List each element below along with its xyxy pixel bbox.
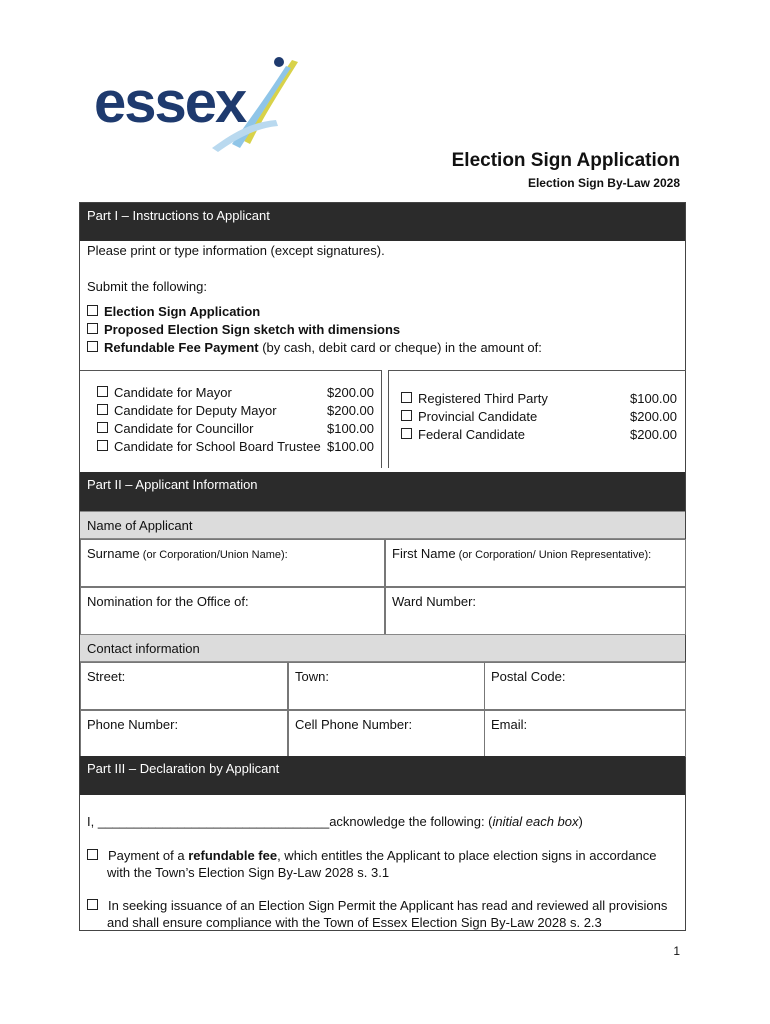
fee-councillor[interactable] bbox=[97, 421, 253, 436]
fee-amount: $200.00 bbox=[327, 385, 374, 400]
fee-deputy-mayor[interactable] bbox=[97, 403, 277, 418]
fee-amount: $100.00 bbox=[327, 439, 374, 454]
item-rest: (by cash, debit card or cheque) in the amount of: bbox=[258, 340, 542, 355]
fee-amount: $200.00 bbox=[630, 427, 677, 442]
fee-third-party[interactable] bbox=[401, 391, 548, 406]
checkbox[interactable] bbox=[401, 392, 412, 403]
ward-field[interactable] bbox=[385, 587, 686, 635]
part1-heading: Part I – Instructions to Applicant bbox=[87, 208, 270, 223]
nomination-field[interactable] bbox=[80, 587, 385, 635]
page-title: Election Sign Application bbox=[451, 150, 680, 171]
decl1-a: Payment of a bbox=[108, 848, 189, 863]
item-bold: Proposed Election Sign sketch with dimensions bbox=[104, 322, 401, 337]
part2-heading: Part II – Applicant Information bbox=[87, 477, 258, 492]
fee-provincial[interactable] bbox=[401, 409, 537, 424]
item-bold: Election Sign Application bbox=[104, 304, 261, 319]
ack-italic: initial each box bbox=[492, 814, 579, 829]
checkbox[interactable] bbox=[401, 428, 412, 439]
contact-section-header bbox=[80, 634, 685, 662]
application-form bbox=[79, 202, 686, 931]
cell-label: Cell Phone Number: bbox=[295, 717, 413, 732]
fee-table-right bbox=[388, 370, 686, 468]
email-label: Email: bbox=[491, 717, 528, 732]
fee-amount: $100.00 bbox=[327, 421, 374, 436]
page-number: 1 bbox=[673, 944, 680, 958]
fee-label: Federal Candidate bbox=[418, 427, 525, 442]
firstname-label: First Name bbox=[392, 546, 456, 561]
fee-amount: $200.00 bbox=[327, 403, 374, 418]
fee-amount: $200.00 bbox=[630, 409, 677, 424]
decl2-line1: In seeking issuance of an Election Sign Permit the Applicant has read and reviewed all provisions bbox=[108, 898, 668, 913]
fee-label: Candidate for Councillor bbox=[114, 421, 254, 436]
email-field[interactable] bbox=[484, 710, 686, 757]
checkbox[interactable] bbox=[97, 404, 108, 415]
checkbox[interactable] bbox=[97, 440, 108, 451]
surname-label: Surname bbox=[87, 546, 140, 561]
part3-heading: Part III – Declaration by Applicant bbox=[87, 761, 280, 776]
firstname-field[interactable] bbox=[385, 539, 686, 587]
checkbox[interactable] bbox=[87, 849, 98, 860]
checkbox[interactable] bbox=[87, 305, 98, 316]
name-section-label: Name of Applicant bbox=[87, 518, 193, 533]
surname-note: (or Corporation/Union Name): bbox=[139, 549, 288, 561]
fee-label: Registered Third Party bbox=[418, 391, 548, 406]
checkbox[interactable] bbox=[87, 341, 98, 352]
item-bold: Refundable Fee Payment bbox=[104, 340, 259, 355]
firstname-note: (or Corporation/ Union Representative): bbox=[455, 549, 652, 561]
decl1-bold: refundable fee bbox=[188, 848, 278, 863]
fee-label: Candidate for Mayor bbox=[114, 385, 232, 400]
fee-table-left bbox=[80, 370, 382, 468]
fee-trustee[interactable] bbox=[97, 439, 321, 454]
declaration-fee[interactable] bbox=[87, 848, 656, 863]
checkbox[interactable] bbox=[401, 410, 412, 421]
declaration-fee-line2: with the Town’s Election Sign By-Law 2028 s. 3.1 bbox=[107, 865, 390, 880]
checkbox[interactable] bbox=[97, 386, 108, 397]
fee-federal[interactable] bbox=[401, 427, 525, 442]
print-note: Please print or type information (except signatures). bbox=[87, 243, 385, 258]
ack-prefix: I, ________________________________acknowledge the following: ( bbox=[87, 814, 493, 829]
town-label: Town: bbox=[295, 669, 329, 684]
page-subtitle: Election Sign By-Law 2028 bbox=[527, 176, 680, 190]
name-section-header bbox=[80, 511, 685, 539]
part2-header bbox=[80, 472, 685, 511]
submit-label: Submit the following: bbox=[87, 279, 207, 294]
submit-item-sketch[interactable] bbox=[87, 322, 400, 337]
checkbox[interactable] bbox=[87, 323, 98, 334]
phone-field[interactable] bbox=[80, 710, 288, 757]
part3-header bbox=[80, 756, 685, 795]
street-field[interactable] bbox=[80, 662, 288, 710]
acknowledge-line[interactable] bbox=[87, 814, 583, 829]
declaration-compliance-line2: and shall ensure compliance with the Town of Essex Election Sign By-Law 2028 s. 2.3 bbox=[107, 915, 602, 930]
checkbox[interactable] bbox=[97, 422, 108, 433]
postal-code-field[interactable] bbox=[484, 662, 686, 710]
essex-logo bbox=[92, 52, 302, 152]
surname-field[interactable] bbox=[80, 539, 385, 587]
logo-wordmark: essex bbox=[94, 70, 246, 135]
submit-item-fee[interactable] bbox=[87, 340, 542, 355]
checkbox[interactable] bbox=[87, 899, 98, 910]
fee-amount: $100.00 bbox=[630, 391, 677, 406]
ack-suffix: ) bbox=[578, 814, 583, 829]
town-field[interactable] bbox=[288, 662, 485, 710]
postal-label: Postal Code: bbox=[491, 669, 566, 684]
phone-label: Phone Number: bbox=[87, 717, 179, 732]
submit-item-application[interactable] bbox=[87, 304, 260, 319]
part1-header bbox=[80, 203, 685, 241]
fee-mayor[interactable] bbox=[97, 385, 232, 400]
declaration-compliance[interactable] bbox=[87, 898, 667, 913]
nomination-label: Nomination for the Office of: bbox=[87, 594, 249, 609]
street-label: Street: bbox=[87, 669, 126, 684]
fee-label: Candidate for School Board Trustee bbox=[114, 439, 321, 454]
fee-label: Candidate for Deputy Mayor bbox=[114, 403, 277, 418]
decl1-b: , which entitles the Applicant to place election signs in accordance bbox=[277, 848, 657, 863]
cell-phone-field[interactable] bbox=[288, 710, 485, 757]
ward-label: Ward Number: bbox=[392, 594, 477, 609]
contact-section-label: Contact information bbox=[87, 641, 200, 656]
fee-label: Provincial Candidate bbox=[418, 409, 538, 424]
